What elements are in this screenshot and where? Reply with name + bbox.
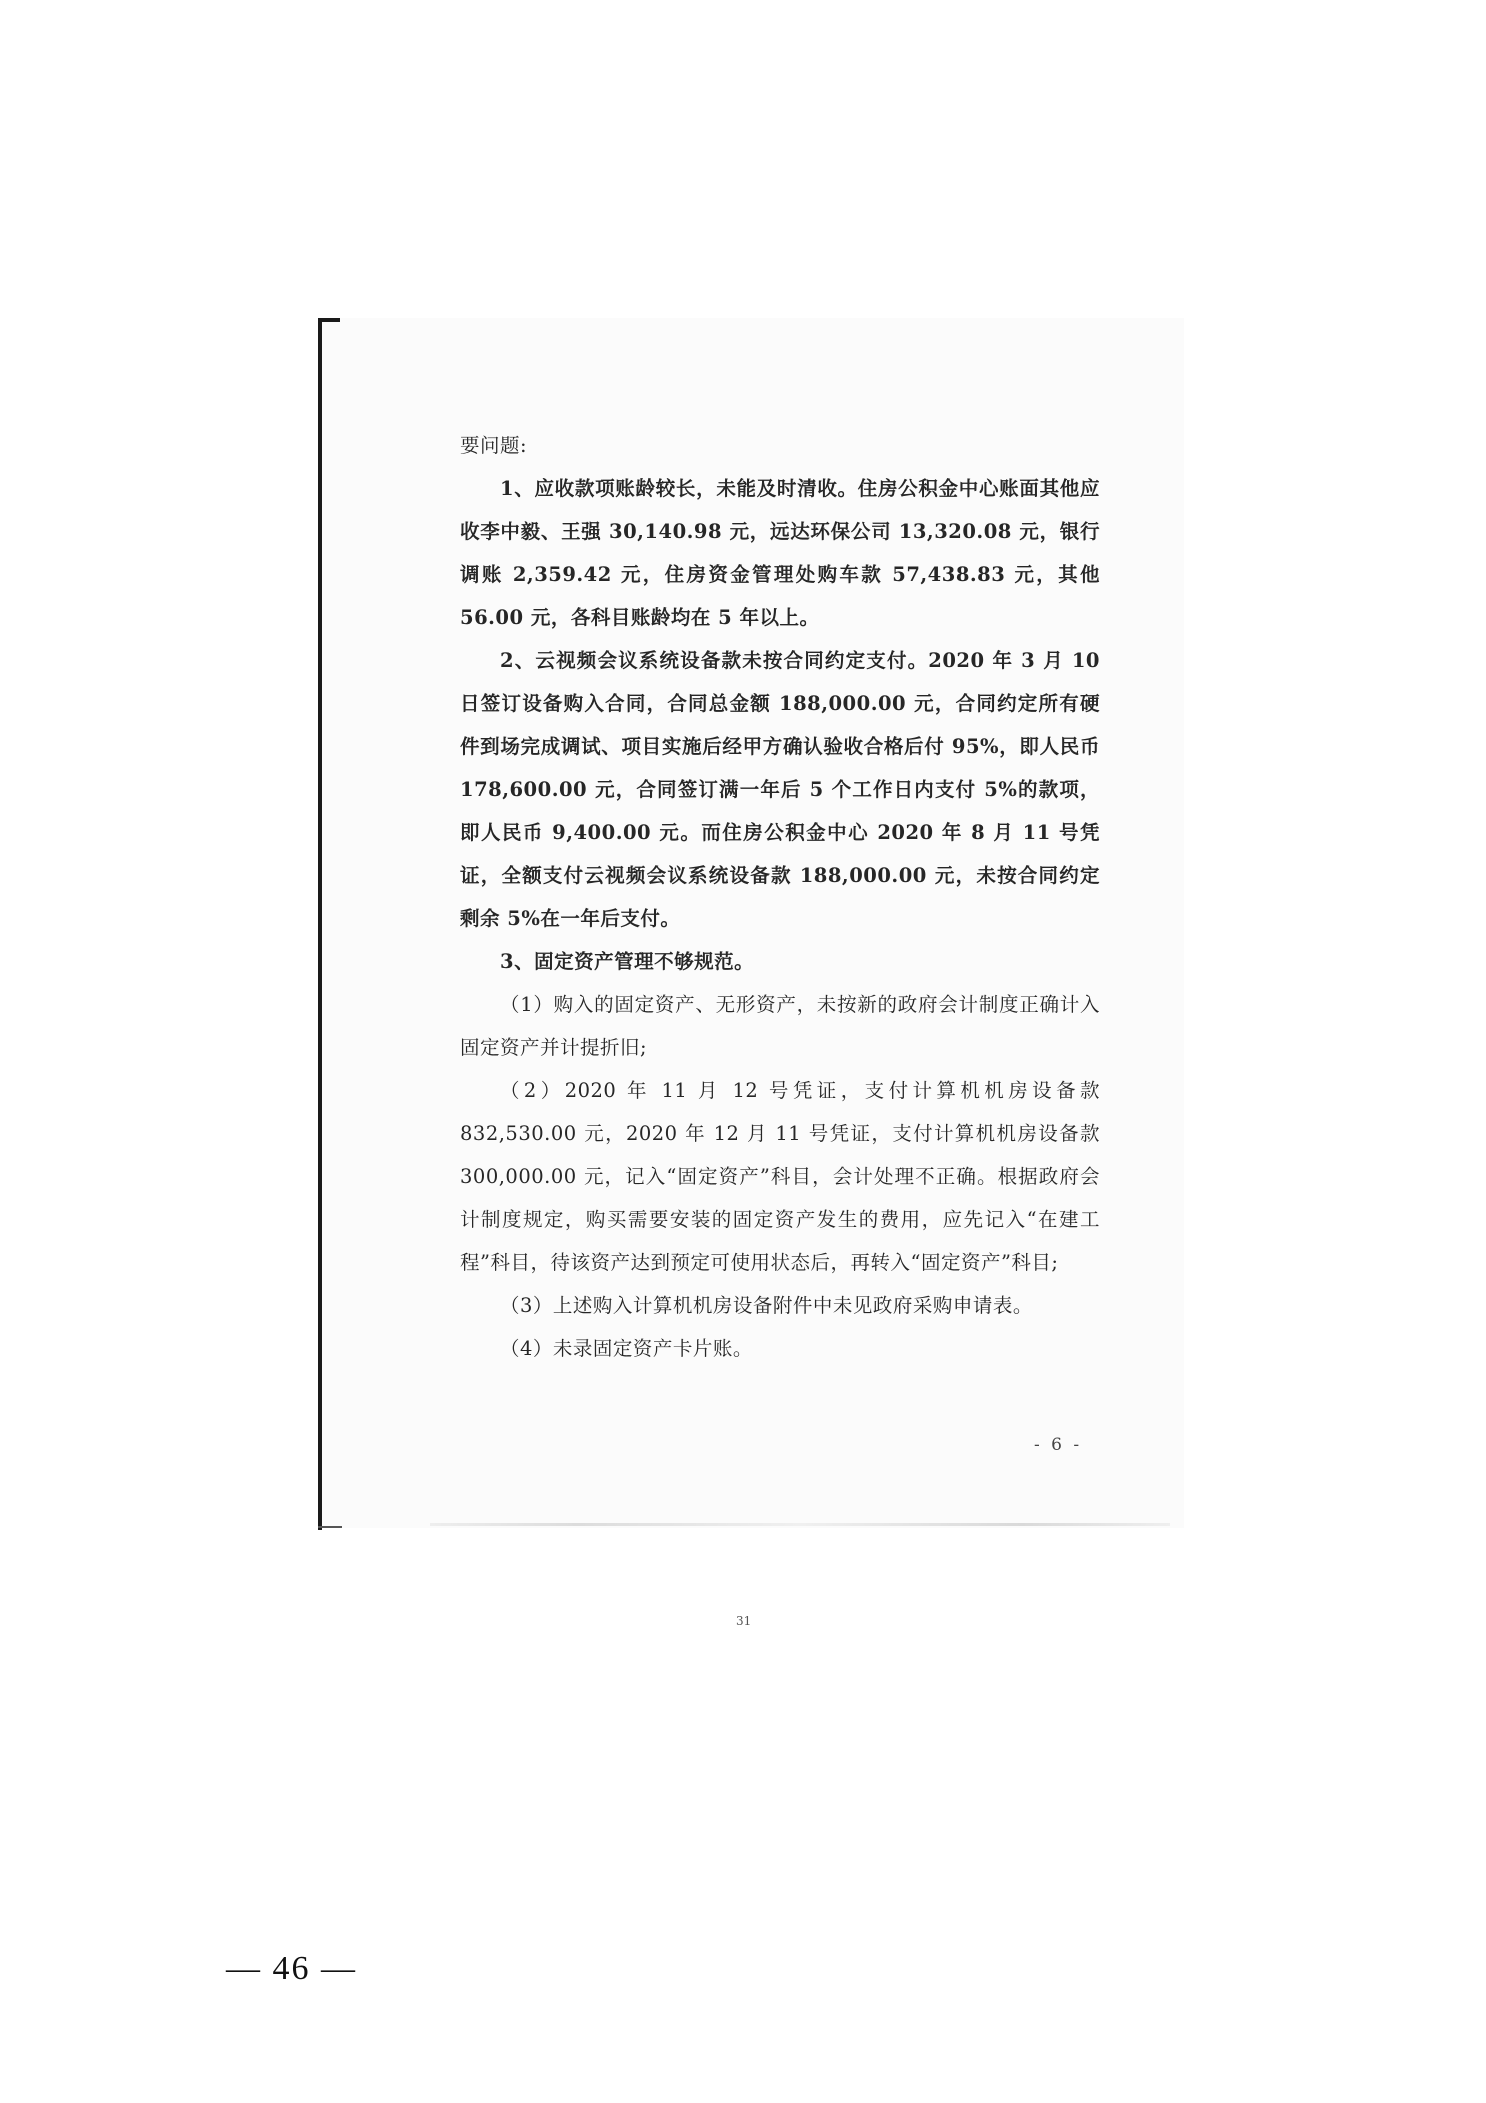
paragraph-item-4: （4）未录固定资产卡片账。 <box>500 1337 753 1360</box>
scan-bracket-vertical <box>318 318 322 1530</box>
paragraph-item-1: （1）购入的固定资产、无形资产，未按新的政府会计制度正确计入固定资产并计提折旧; <box>460 993 1100 1059</box>
paragraph-issue-2: 2、云视频会议系统设备款未按合同约定支付。2020 年 3 月 10 日签订设备购入合同，合同总金额 188,000.00 元，合同约定所有硬件到场完成调试、项目实施后经甲方确认验收合格后付 95%，即人民币 178,600.00 元，合同签订满一年后 5 个工作日内支付 5%的款项，即人民币 9,400.00 元。而住房公积金中心 2020 年 8 月 11 号凭证，全额支付云视频会议系统设备款 188,000.00 元，未按合同约定剩余 5%在一年后支付。 <box>460 649 1100 930</box>
paragraph-item-3: （3）上述购入计算机机房设备附件中未见政府采购申请表。 <box>500 1294 1033 1317</box>
mid-page-number: 31 <box>736 1614 752 1628</box>
scan-bracket-top <box>318 318 340 322</box>
document-body <box>460 424 1100 1370</box>
paragraph-issue-1: 1、应收款项账龄较长，未能及时清收。住房公积金中心账面其他应收李中毅、王强 30,140.98 元，远达环保公司 13,320.08 元，银行调账 2,359.42 元，住房资金管理处购车款 57,438.83 元，其他 56.00 元，各科目账龄均在 5 年以上。 <box>460 477 1100 629</box>
page-number: — 46 — <box>226 1950 357 1987</box>
scan-page-number: - 6 - <box>1034 1435 1083 1455</box>
paragraph-heading-continuation: 要问题: <box>460 434 528 457</box>
scan-bracket-bottom <box>318 1526 342 1528</box>
scan-bottom-edge <box>430 1523 1170 1526</box>
paragraph-item-2: （2）2020 年 11 月 12 号凭证，支付计算机机房设备款 832,530.00 元，2020 年 12 月 11 号凭证，支付计算机机房设备款 300,000.00 元，记入“固定资产”科目，会计处理不正确。根据政府会计制度规定，购买需要安装的固定资产发生的费用，应先记入“在建工程”科目，待该资产达到预定可使用状态后，再转入“固定资产”科目; <box>460 1079 1100 1274</box>
paragraph-issue-3: 3、固定资产管理不够规范。 <box>500 950 755 973</box>
